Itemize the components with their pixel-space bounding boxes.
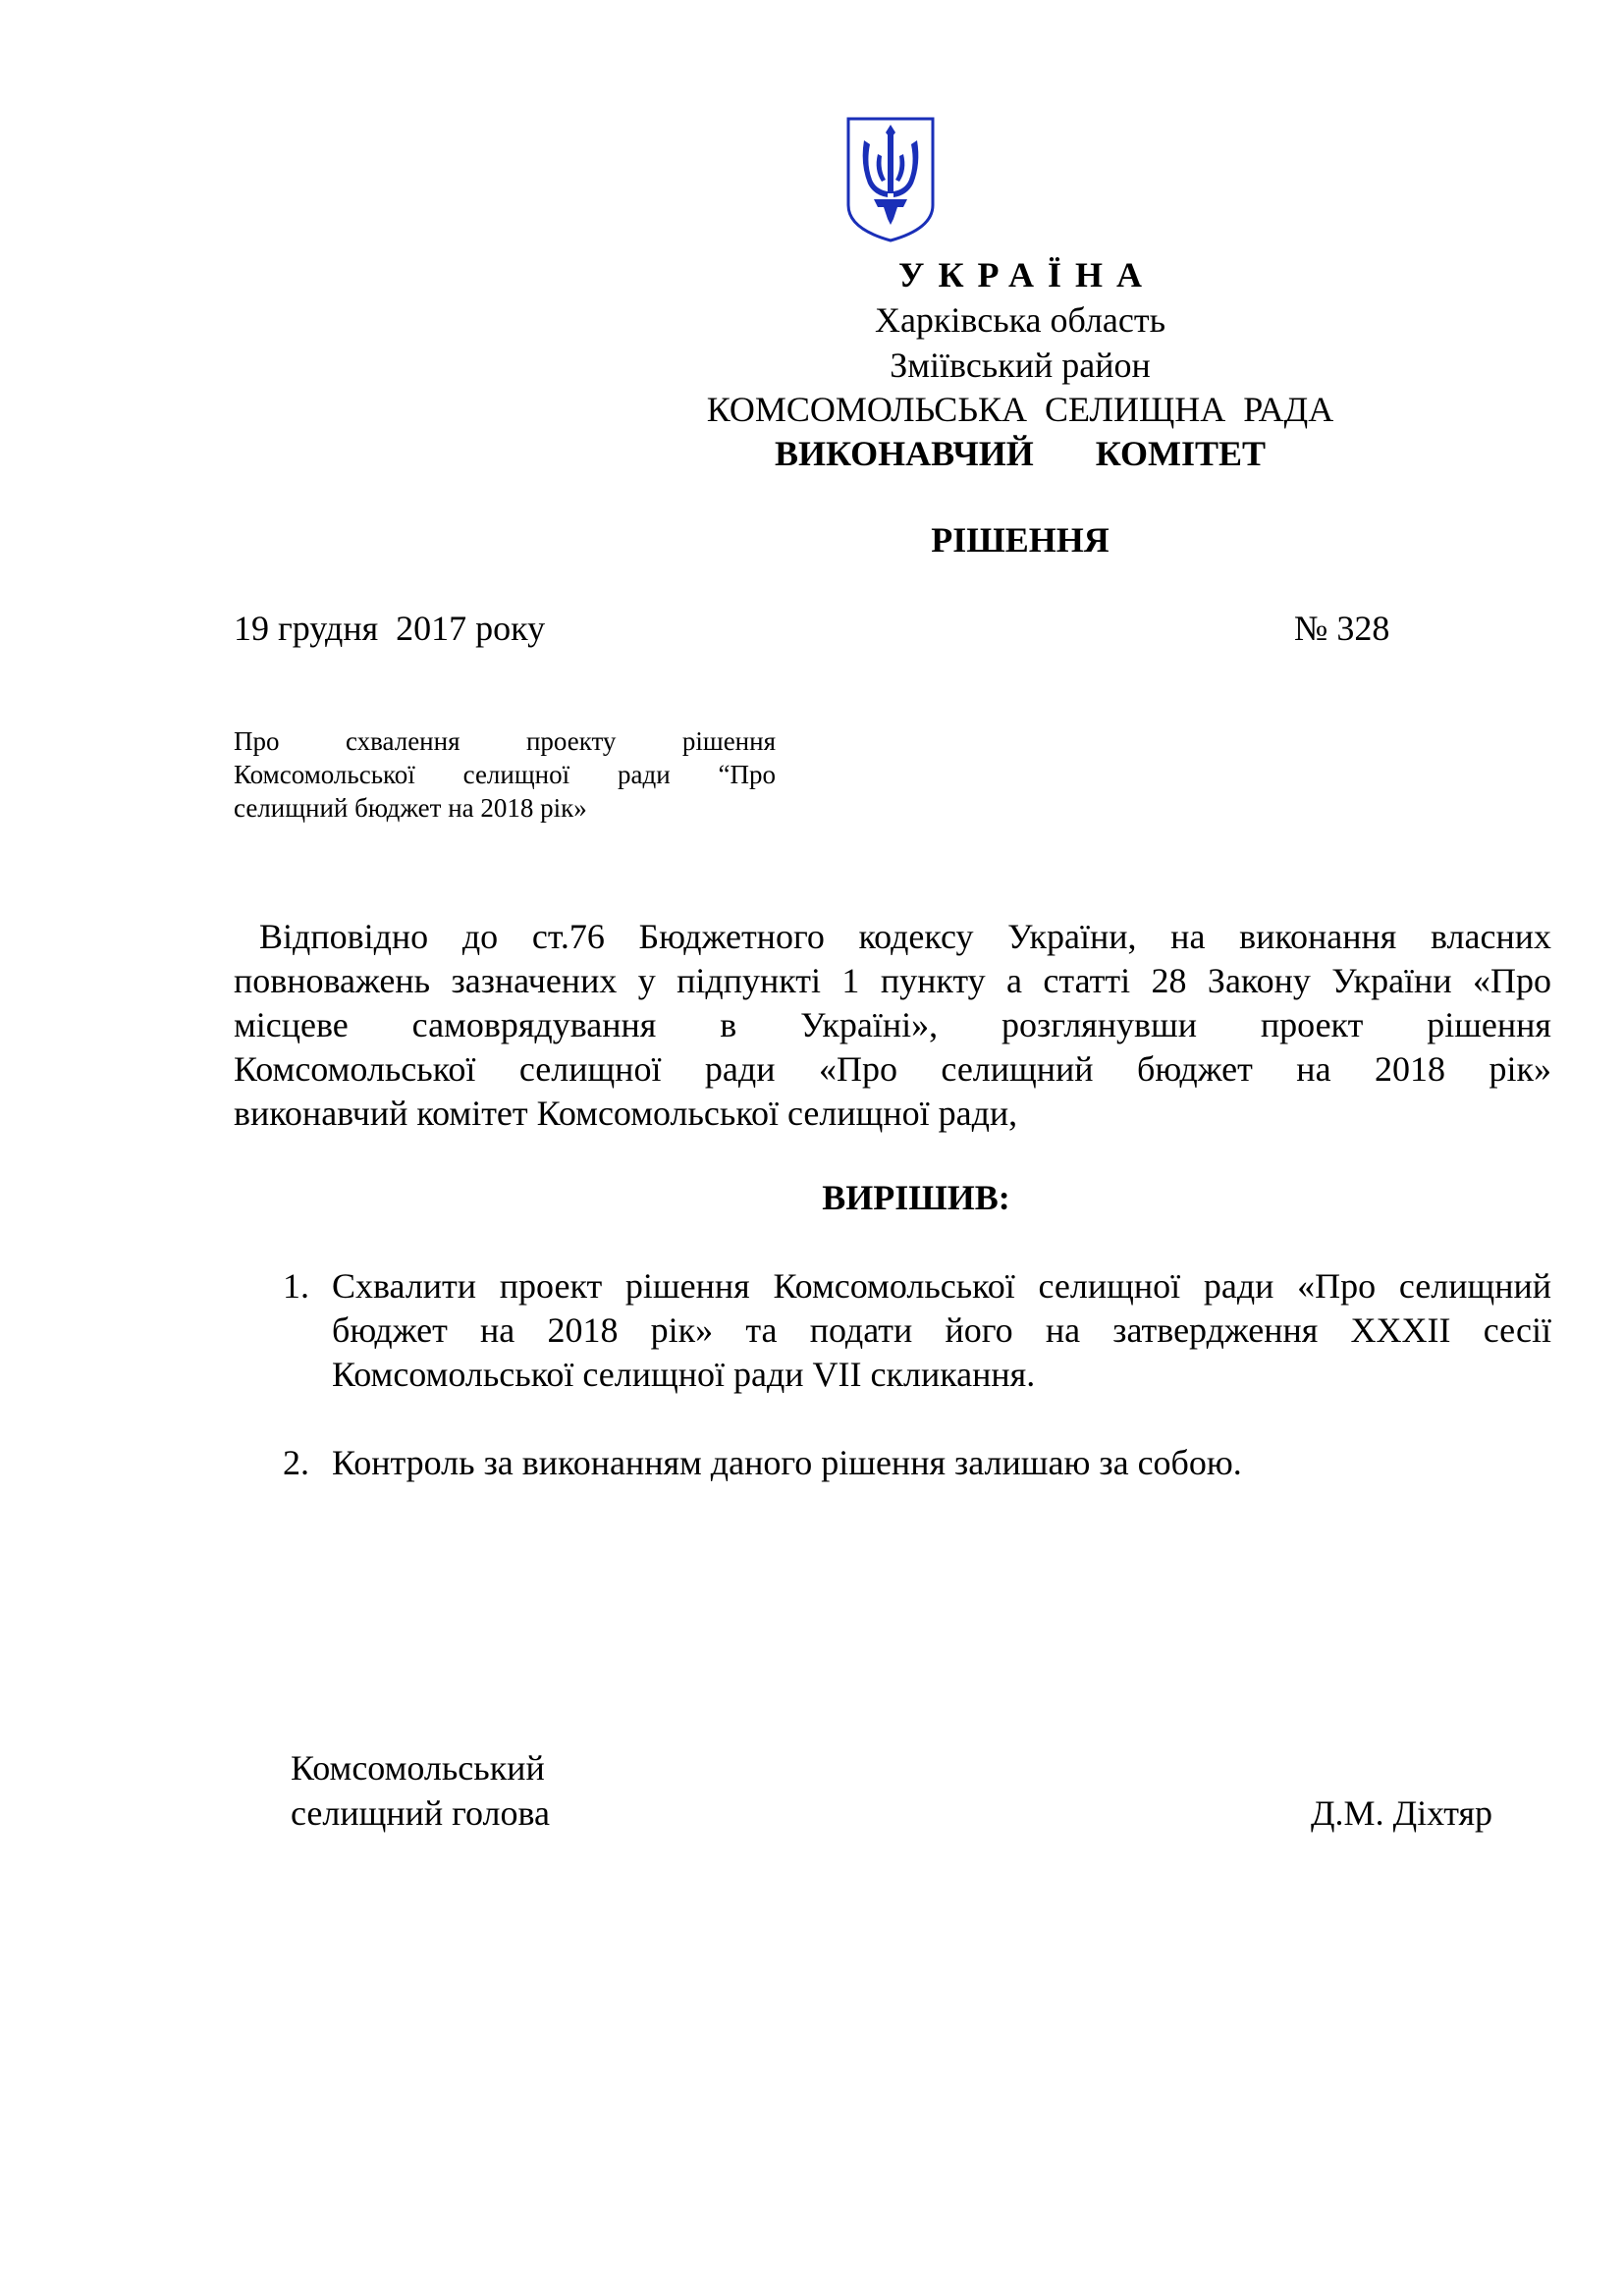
signatory-title	[291, 1745, 550, 1836]
oblast-heading: Харківська область	[874, 300, 1166, 340]
preamble-line: виконавчий комітет Комсомольської селищної ради,	[234, 1094, 1018, 1133]
ukraine-coat-of-arms-icon	[844, 115, 937, 244]
decision-subject	[234, 724, 776, 825]
preamble-line: Комсомольської селищної ради «Про селищний бюджет на 2018 рік»	[234, 1049, 1551, 1089]
item-text	[332, 1264, 1551, 1397]
subject-line: Про схвалення проекту рішення	[234, 726, 776, 756]
item-line: Схвалити проект рішення Комсомольської селищної ради «Про селищний	[332, 1266, 1551, 1306]
subject-line: селищний бюджет на 2018 рік»	[234, 793, 587, 823]
committee-heading: ВИКОНАВЧИЙ КОМІТЕТ	[774, 434, 1267, 473]
item-line: Комсомольської селищної ради VII скликання.	[332, 1355, 1036, 1394]
item-number: 1.	[283, 1266, 309, 1306]
resolution-item	[234, 1264, 1551, 1397]
item-line: бюджет на 2018 рік» та подати його на затвердження XXXII сесії	[332, 1310, 1551, 1350]
document-type-title: РІШЕННЯ	[931, 520, 1110, 560]
subject-line: Комсомольської селищної ради “Про	[234, 760, 776, 789]
council-heading: КОМСОМОЛЬСЬКА СЕЛИЩНА РАДА	[706, 390, 1334, 429]
decision-date: 19 грудня 2017 року	[234, 609, 546, 648]
preamble-line: Відповідно до ст.76 Бюджетного кодексу України, на виконання власних	[259, 917, 1551, 956]
resolved-heading: ВИРІШИВ:	[822, 1178, 1010, 1217]
item-number: 2.	[283, 1443, 309, 1482]
preamble-line: місцеве самоврядування в Україні», розглянувши проект рішення	[234, 1005, 1551, 1044]
signatory-title-line: селищний голова	[291, 1793, 551, 1833]
item-text	[332, 1441, 1551, 1485]
rayon-heading: Зміївський район	[890, 346, 1151, 385]
preamble-line: повноважень зазначених у підпункті 1 пункту а статті 28 Закону України «Про	[234, 961, 1551, 1000]
signatory-title-line: Комсомольський	[291, 1748, 545, 1788]
resolution-item	[234, 1441, 1551, 1485]
decision-number: № 328	[1294, 609, 1390, 648]
country-heading: УКРАЇНА	[898, 255, 1156, 294]
signatory-name: Д.М. Діхтяр	[1311, 1793, 1493, 1833]
item-line: Контроль за виконанням даного рішення залишаю за собою.	[332, 1443, 1242, 1482]
preamble-paragraph	[234, 915, 1551, 1136]
